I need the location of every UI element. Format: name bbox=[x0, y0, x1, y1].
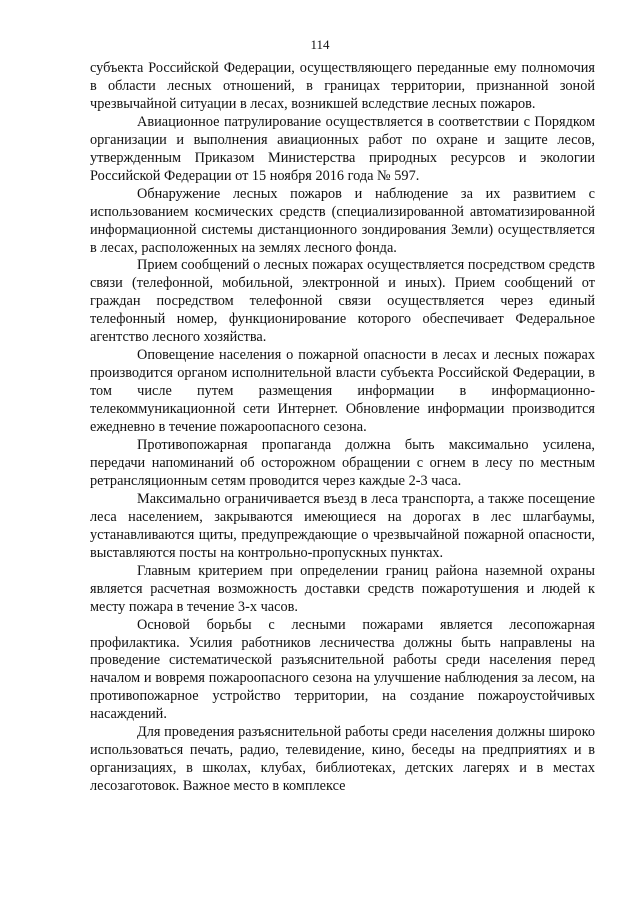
paragraph-ground-protection: Главным критерием при определении границ района наземной охраны является расчетная возможность доставки средств пожаротушения и людей к месту пожара в течение 3-х часов. bbox=[90, 562, 595, 615]
paragraph-space-detection: Обнаружение лесных пожаров и наблюдение за их развитием с использованием космических средств (специализированной автоматизированной информационной системы дистанционного зондирования Земли) осуществляется в лесах, расположенных на землях лесного фонда. bbox=[90, 185, 595, 256]
page-number: 114 bbox=[310, 37, 330, 52]
paragraph-fire-reports: Прием сообщений о лесных пожарах осуществляется посредством средств связи (телефонной, мобильной, электронной и иных). Прием сообщений от граждан посредством телефонной связи осуществляется через единый телефонный номер, функционирование которого обеспечивает Федеральное агентство лесного хозяйства. bbox=[90, 257, 595, 346]
paragraph-public-notification: Оповещение населения о пожарной опасности в лесах и лесных пожарах производится органом исполнительной власти субъекта Российской Федерации, в том числе путем размещения информации в информационно-телекоммуникационной сети Интернет. Обновление информации производится ежедневно в течение пожароопасного сезона. bbox=[90, 347, 595, 436]
paragraph-fire-prevention: Основой борьбы с лесными пожарами является лесопожарная профилактика. Усилия работников лесничества должны быть направлены на проведение систематической разъяснительной работы среди населения перед началом и вовремя пожароопасного сезона на улучшение наблюдения за лесом, на противопожарное устройство территории, на создание пожароустойчивых насаждений. bbox=[90, 616, 595, 723]
paragraph-outreach-work: Для проведения разъяснительной работы среди населения должны широко использоваться печать, радио, телевидение, кино, беседы на предприятиях и в организациях, в школах, клубах, библиотеках, детских лагерях и в местах лесозаготовок. Важное место в комплексе bbox=[90, 724, 595, 795]
body-text bbox=[90, 60, 595, 796]
paragraph-access-restriction: Максимально ограничивается въезд в леса транспорта, а также посещение леса населением, закрываются имеющиеся на дорогах в лес шлагбаумы, устанавливаются щиты, предупреждающие о чрезвычайной пожарной опасности, выставляются посты на контрольно-пропускных пунктах. bbox=[90, 490, 595, 561]
paragraph-continuation: субъекта Российской Федерации, осуществляющего переданные ему полномочия в области лесных отношений, в границах территории, признанной зоной чрезвычайной ситуации в лесах, возникшей вследствие лесных пожаров. bbox=[90, 60, 595, 112]
paragraph-fire-propaganda: Противопожарная пропаганда должна быть максимально усилена, передачи напоминаний об осторожном обращении с огнем в лесу по местным ретрансляционным сетям проводится через каждые 2-3 часа. bbox=[90, 437, 595, 489]
paragraph-aviation-patrol: Авиационное патрулирование осуществляется в соответствии с Порядком организации и выполнения авиационных работ по охране и защите лесов, утвержденным Приказом Министерства природных ресурсов и экологии Российской Федерации от 15 ноября 2016 года № 597. bbox=[90, 113, 595, 184]
